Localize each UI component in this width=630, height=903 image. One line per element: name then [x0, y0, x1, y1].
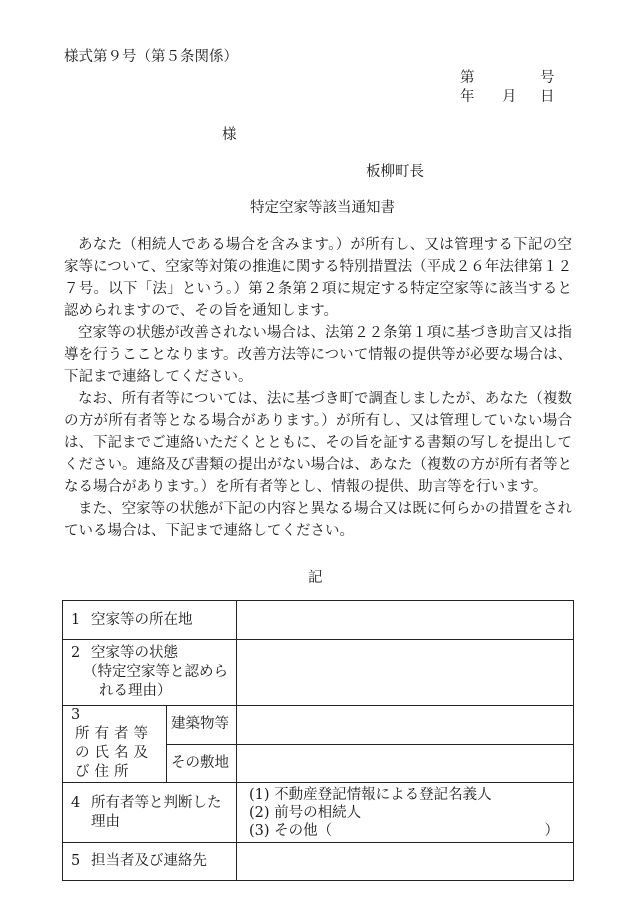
record-table: [62, 600, 574, 881]
form-number: 様式第９号（第５条関係）: [64, 49, 238, 65]
date-day-label: 日: [540, 89, 555, 105]
date-month-label: 月: [502, 89, 517, 105]
body-paragraph-3: なお、所有者等については、法に基づき町で調査しましたが、あなた（複数の方が所有者等となる場合があります。）が所有し、又は管理していない場合は、下記までご連絡いただくとともに、その旨を証する書類の写しを提出してください。連絡及び書類の提出がない場合は、あなた（複数の方が所有者等となる場合があります。）を所有者等とし、情報の提供、助言等を行います。: [64, 391, 572, 495]
table-row: [63, 601, 574, 640]
row-contact-label: 5 担当者及び連絡先: [63, 843, 237, 881]
addressee-sama: 様: [222, 127, 237, 143]
ki-heading: 記: [308, 570, 323, 586]
table-row: [63, 843, 574, 881]
body-paragraph-2: 空家等の状態が改善されない場合は、法第２２条第１項に基づき助言又は指導を行うこことなります。改善方法等について情報の提供等が必要な場合は、下記まで連絡してください。: [64, 325, 572, 385]
reason-option-2[interactable]: (2) 前号の相続人: [249, 804, 362, 821]
number-label-go: 号: [540, 70, 555, 86]
reason-option-1[interactable]: (1) 不動産登記情報による登記名義人: [249, 786, 492, 803]
date-year-label: 年: [460, 89, 475, 105]
row-owner-land-label: その敷地: [167, 744, 237, 783]
row-owner-building-value[interactable]: [237, 706, 574, 745]
row-condition-label: 2 空家等の状態 （特定空家等と認めら れる理由）: [63, 640, 237, 706]
sender-title: 板柳町長: [366, 164, 424, 180]
row-owner-building-label: 建築物等: [167, 706, 237, 745]
document-title: 特定空家等該当通知書: [250, 200, 395, 216]
body-paragraph-1: あなた（相続人である場合を含みます。）が所有し、又は管理する下記の空家等について、空家等対策の推進に関する特別措置法（平成２６年法律第１２７号。以下「法」という。）第２条第２項に規定する特定空家等に該当すると認められますので、その旨を通知します。: [64, 237, 572, 319]
row-owner-land-value[interactable]: [237, 744, 574, 783]
table-row: [63, 783, 574, 843]
number-label-dai: 第: [460, 70, 475, 86]
body-paragraph-4: また、空家等の状態が下記の内容と異なる場合又は既に何らかの措置をされている場合は、下記まで連絡してください。: [64, 501, 572, 539]
table-row: [63, 706, 574, 745]
row-reason-options: [237, 783, 574, 843]
row-location-label: 1 空家等の所在地: [63, 601, 237, 640]
row-reason-label: 4 所有者等と判断した 理由: [63, 783, 237, 843]
row-contact-value[interactable]: [237, 843, 574, 881]
reason-option-3[interactable]: (3) その他（ ）: [249, 822, 559, 839]
table-row: [63, 640, 574, 706]
row-owner-label: 3 所有者等 の氏名及 び住所: [63, 706, 167, 783]
row-condition-value[interactable]: [237, 640, 574, 706]
row-location-value[interactable]: [237, 601, 574, 640]
